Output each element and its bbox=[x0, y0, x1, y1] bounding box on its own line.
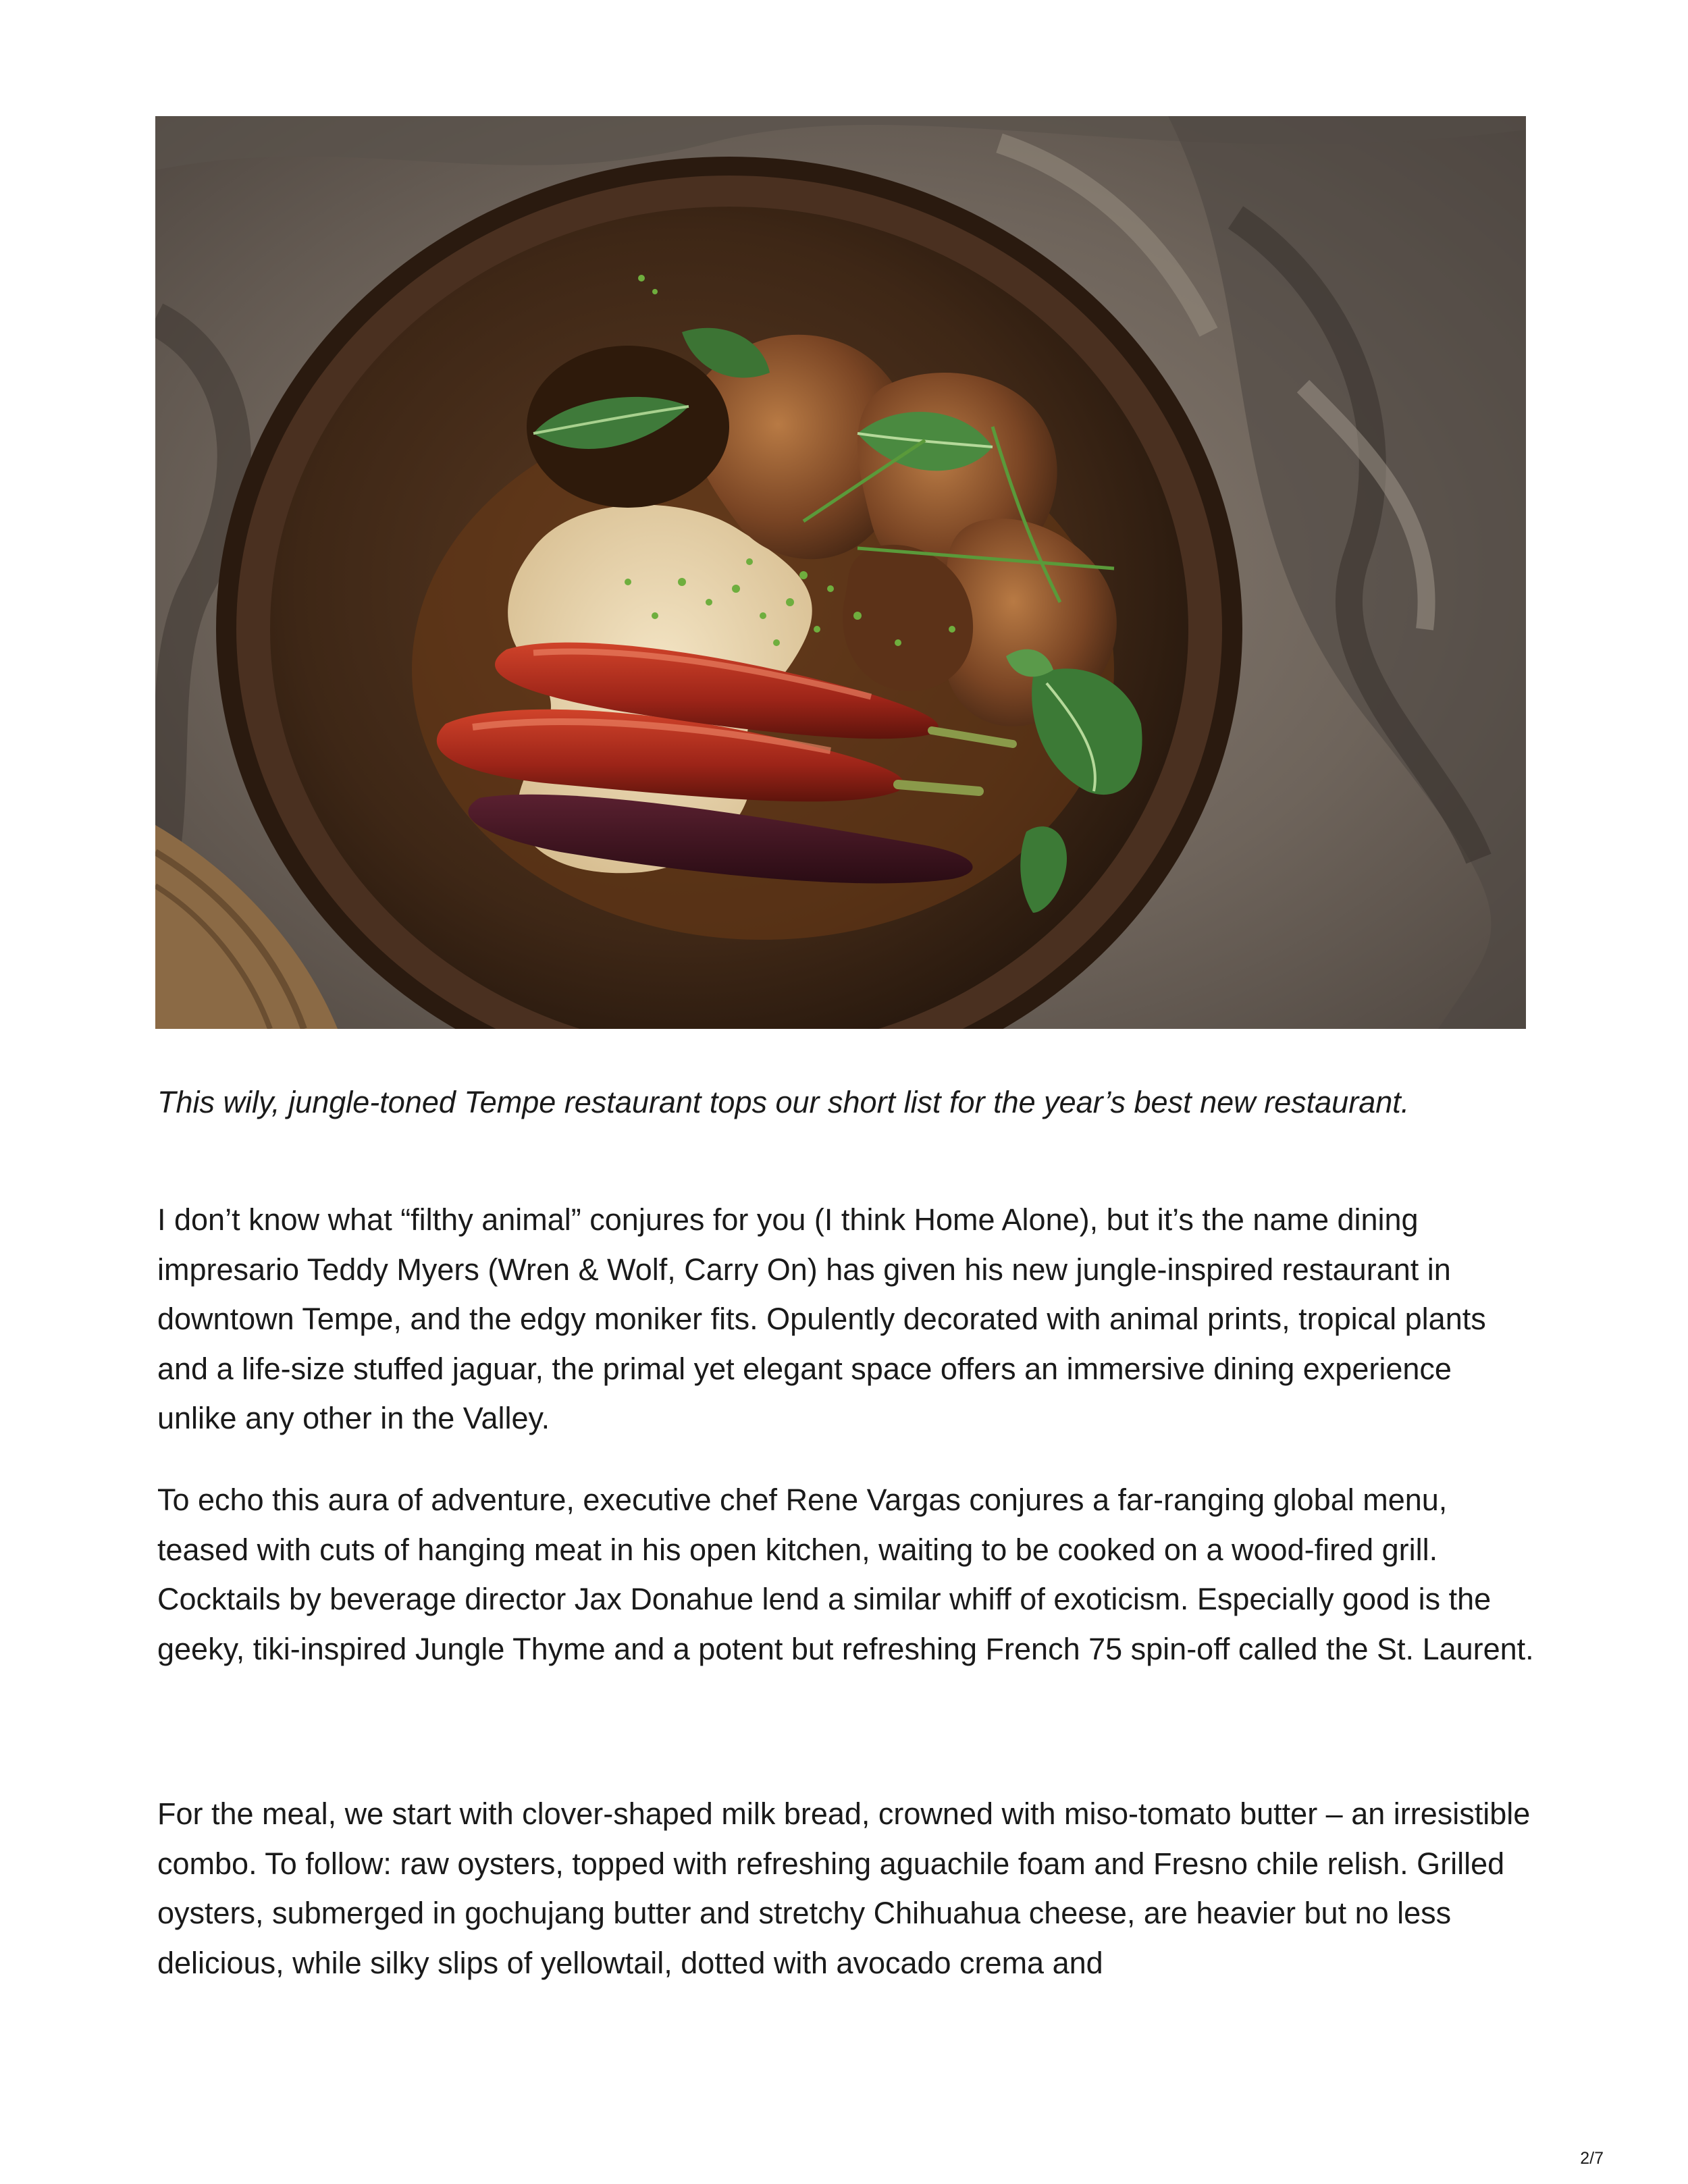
photo-caption: This wily, jungle-toned Tempe restaurant tops our short list for the year’s best new restaurant. bbox=[157, 1085, 1410, 1119]
paragraph-intro: I don’t know what “filthy animal” conjures for you (I think Home Alone), but it’s the name dining impresario Teddy Myers (Wren & Wolf, Carry On) has given his new jungle-inspired restaurant in downtown Tempe, and the edgy moniker fits. Opulently decorated with animal prints, tropical plants and a life-size stuffed jaguar, the primal yet elegant space offers an immersive dining experience unlike any other in the Valley. bbox=[157, 1202, 1486, 1435]
dish-photo-illustration bbox=[155, 116, 1526, 1029]
paragraph-meal: For the meal, we start with clover-shaped milk bread, crowned with miso-tomato butter – an irresistible combo. To follow: raw oysters, topped with refreshing aguachile foam and Fresno chile relish. Grilled oysters, submerged in gochujang butter and stretchy Chihuahua cheese, are heavier but no less delicious, while silky slips of yellowtail, dotted with avocado crema and bbox=[157, 1796, 1531, 1980]
page-number: 2/7 bbox=[1580, 2149, 1604, 2168]
dish-photo bbox=[155, 116, 1526, 1029]
paragraph-chef: To echo this aura of adventure, executive chef Rene Vargas conjures a far-ranging global menu, teased with cuts of hanging meat in his open kitchen, waiting to be cooked on a wood-fired grill. Cocktails by beverage director Jax Donahue lend a similar whiff of exoticism. Especially good is the geeky, tiki-inspired Jungle Thyme and a potent but refreshing French 75 spin-off called the St. Laurent. bbox=[157, 1483, 1534, 1666]
